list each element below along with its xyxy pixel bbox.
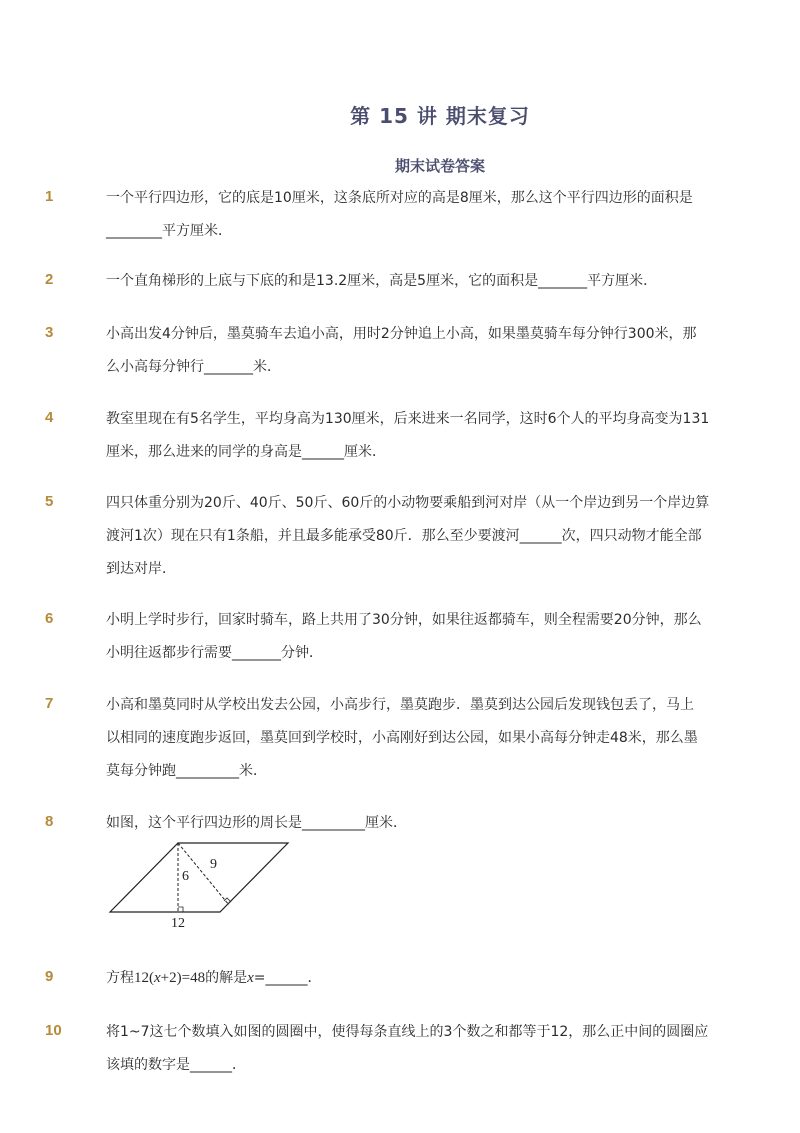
question-number: 7 <box>45 695 54 712</box>
text-segment: 方程 <box>106 970 134 986</box>
question-number: 1 <box>45 188 54 205</box>
question-number: 4 <box>45 409 54 426</box>
question-text: 如图，这个平行四边形的周长是_________厘米． <box>106 815 407 831</box>
page-subtitle: 期末试卷答案 <box>394 157 485 175</box>
question-number: 6 <box>45 610 54 627</box>
question-text: 一个平行四边形，它的底是10厘米，这条底所对应的高是8厘米，那么这个平行四边形的面积是 ________平方厘米． <box>106 190 693 239</box>
question-text: 教室里现在有5名学生，平均身高为130厘米，后来进来一名同学，这时6个人的平均身高变为131 厘米，那么进来的同学的身高是______厘米． <box>106 411 710 460</box>
question-number: 5 <box>45 493 54 510</box>
text-segment: =______． <box>253 970 322 986</box>
question-text: 一个直角梯形的上底与下底的和是13.2厘米，高是5厘米，它的面积是_______平方厘米． <box>106 273 658 289</box>
question-text: 将1~7这七个数填入如图的圆圈中，使得每条直线上的3个数之和都等于12，那么正中间的圆圈应 该填的数字是______． <box>106 1024 709 1073</box>
question-number: 2 <box>45 271 54 288</box>
question-text: 小高出发4分钟后，墨莫骑车去追小高，用时2分钟追上小高，如果墨莫骑车每分钟行300米，那 么小高每分钟行_______米． <box>106 326 697 375</box>
label-12: 12 <box>171 916 185 931</box>
right-angle-mark <box>224 898 231 902</box>
equation-part: +2)=48 <box>160 970 206 986</box>
question-number: 8 <box>45 813 54 830</box>
label-6: 6 <box>182 869 189 884</box>
question-number: 3 <box>45 324 54 341</box>
text-segment: 的解是 <box>205 970 248 986</box>
question-text <box>106 962 716 995</box>
question-text: 小明上学时步行，回家时骑车，路上共用了30分钟，如果往返都骑车，则全程需要20分钟，那么 小明往返都步行需要_______分钟． <box>106 612 702 661</box>
parallelogram-outline <box>110 843 288 912</box>
question-number: 10 <box>45 1022 62 1039</box>
parallelogram-figure <box>100 835 300 935</box>
right-angle-mark <box>178 907 183 912</box>
equation-variable: x <box>247 970 254 986</box>
question-number: 9 <box>45 968 54 985</box>
question-text: 小高和墨莫同时从学校出发去公园，小高步行，墨莫跑步．墨莫到达公园后发现钱包丢了，马上 以相同的速度跑步返回，墨莫回到学校时，小高刚好到达公园，如果小高每分钟走48米，那么墨 莫每分钟跑_________米． <box>106 697 698 779</box>
equation-part: 12( <box>134 970 154 986</box>
equation-variable: x <box>154 970 161 986</box>
page-title: 第 15 讲 期末复习 <box>350 104 530 128</box>
label-9: 9 <box>210 857 217 872</box>
question-text: 四只体重分别为20斤、40斤、50斤、60斤的小动物要乘船到河对岸（从一个岸边到另一个岸边算 渡河1次）现在只有1条船，并且最多能承受80斤．那么至少要渡河______次，四只动物才能全部 到达对岸． <box>106 495 710 577</box>
